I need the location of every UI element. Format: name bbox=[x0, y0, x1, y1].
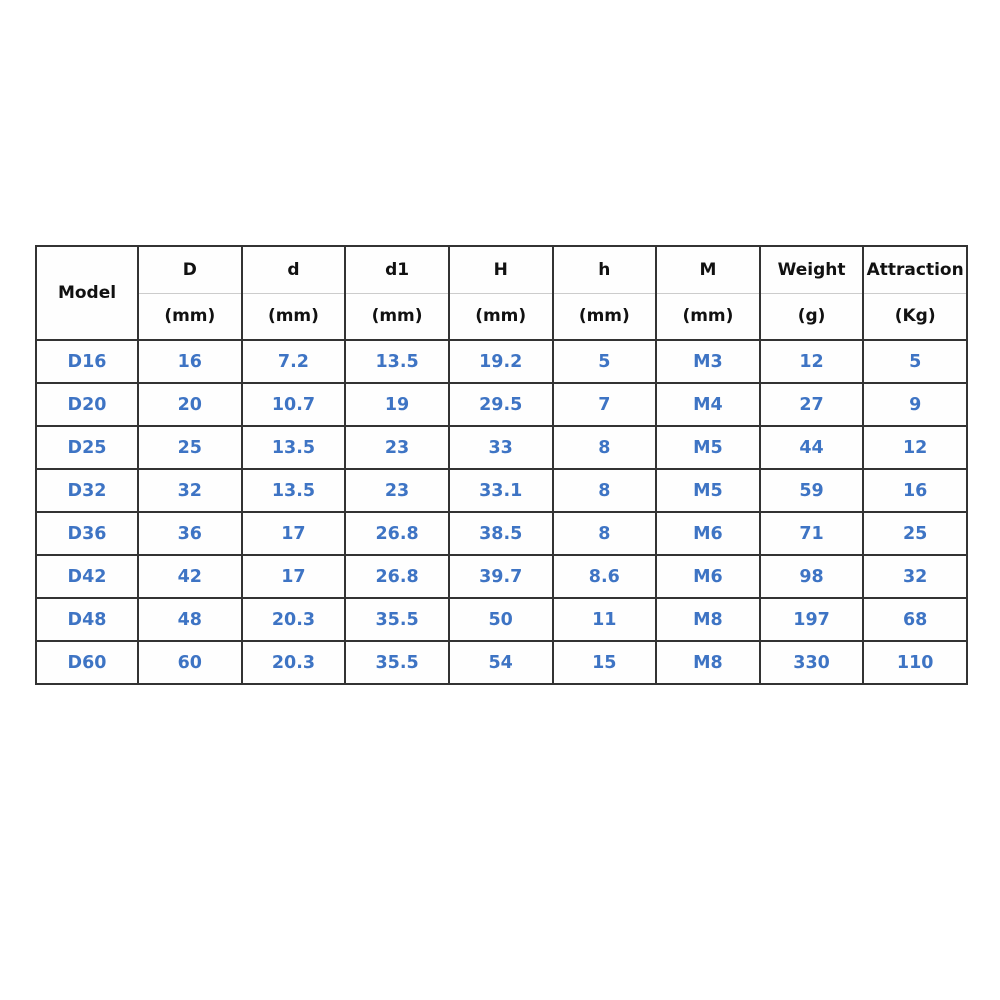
column-label: Attraction bbox=[864, 247, 966, 294]
column-label: D bbox=[139, 247, 241, 294]
table-cell: 36 bbox=[138, 512, 242, 555]
table-cell: 39.7 bbox=[449, 555, 553, 598]
table-cell: 330 bbox=[760, 641, 864, 684]
table-cell: M6 bbox=[656, 555, 760, 598]
table-cell: 13.5 bbox=[242, 426, 346, 469]
table-cell: 8 bbox=[553, 512, 657, 555]
table-cell: 20.3 bbox=[242, 598, 346, 641]
table-cell: D25 bbox=[36, 426, 138, 469]
table-cell: D48 bbox=[36, 598, 138, 641]
table-cell: 12 bbox=[863, 426, 967, 469]
table-cell: 16 bbox=[138, 340, 242, 383]
table-cell: 13.5 bbox=[345, 340, 449, 383]
table-cell: 17 bbox=[242, 512, 346, 555]
table-row bbox=[36, 340, 967, 383]
table-row bbox=[36, 512, 967, 555]
table-cell: 44 bbox=[760, 426, 864, 469]
spec-table-container bbox=[35, 245, 968, 685]
column-label: d1 bbox=[346, 247, 448, 294]
table-row bbox=[36, 383, 967, 426]
table-cell: 60 bbox=[138, 641, 242, 684]
table-cell: 71 bbox=[760, 512, 864, 555]
table-cell: 7.2 bbox=[242, 340, 346, 383]
column-header-h bbox=[553, 246, 657, 340]
table-cell: 50 bbox=[449, 598, 553, 641]
table-row bbox=[36, 426, 967, 469]
table-cell: 29.5 bbox=[449, 383, 553, 426]
table-cell: 98 bbox=[760, 555, 864, 598]
table-cell: 19.2 bbox=[449, 340, 553, 383]
table-cell: 23 bbox=[345, 426, 449, 469]
table-cell: D20 bbox=[36, 383, 138, 426]
column-label: Model bbox=[57, 283, 117, 303]
table-cell: 110 bbox=[863, 641, 967, 684]
column-unit: (mm) bbox=[267, 306, 319, 327]
column-unit: (mm) bbox=[371, 306, 423, 327]
table-cell: 59 bbox=[760, 469, 864, 512]
table-cell: 26.8 bbox=[345, 555, 449, 598]
table-cell: 5 bbox=[553, 340, 657, 383]
table-cell: 9 bbox=[863, 383, 967, 426]
table-cell: 8 bbox=[553, 469, 657, 512]
table-cell: 20.3 bbox=[242, 641, 346, 684]
table-cell: 17 bbox=[242, 555, 346, 598]
table-cell: 8.6 bbox=[553, 555, 657, 598]
table-cell: M3 bbox=[656, 340, 760, 383]
table-row bbox=[36, 555, 967, 598]
column-label: d bbox=[243, 247, 345, 294]
table-row bbox=[36, 598, 967, 641]
table-cell: 33 bbox=[449, 426, 553, 469]
column-label: M bbox=[657, 247, 759, 294]
table-cell: 10.7 bbox=[242, 383, 346, 426]
table-cell: D32 bbox=[36, 469, 138, 512]
column-label: h bbox=[554, 247, 656, 294]
column-header-d1 bbox=[345, 246, 449, 340]
spec-table bbox=[35, 245, 968, 685]
column-header-d bbox=[138, 246, 242, 340]
table-cell: M8 bbox=[656, 598, 760, 641]
table-cell: 7 bbox=[553, 383, 657, 426]
table-cell: 5 bbox=[863, 340, 967, 383]
table-cell: M6 bbox=[656, 512, 760, 555]
column-header-d bbox=[242, 246, 346, 340]
column-label: H bbox=[450, 247, 552, 294]
table-cell: 32 bbox=[138, 469, 242, 512]
table-cell: 26.8 bbox=[345, 512, 449, 555]
table-cell: D60 bbox=[36, 641, 138, 684]
table-cell: 15 bbox=[553, 641, 657, 684]
table-cell: 11 bbox=[553, 598, 657, 641]
table-cell: M5 bbox=[656, 469, 760, 512]
table-cell: 13.5 bbox=[242, 469, 346, 512]
table-cell: 38.5 bbox=[449, 512, 553, 555]
column-label: Weight bbox=[761, 247, 863, 294]
table-cell: 35.5 bbox=[345, 641, 449, 684]
column-unit: (mm) bbox=[475, 306, 527, 327]
column-unit: (g) bbox=[797, 306, 826, 327]
table-cell: M8 bbox=[656, 641, 760, 684]
table-cell: 48 bbox=[138, 598, 242, 641]
table-cell: D36 bbox=[36, 512, 138, 555]
column-header-h bbox=[449, 246, 553, 340]
table-cell: 42 bbox=[138, 555, 242, 598]
column-header-m bbox=[656, 246, 760, 340]
table-row bbox=[36, 641, 967, 684]
table-cell: 25 bbox=[138, 426, 242, 469]
table-cell: 54 bbox=[449, 641, 553, 684]
table-cell: 19 bbox=[345, 383, 449, 426]
table-cell: 33.1 bbox=[449, 469, 553, 512]
table-cell: M4 bbox=[656, 383, 760, 426]
table-cell: 12 bbox=[760, 340, 864, 383]
table-cell: 197 bbox=[760, 598, 864, 641]
table-cell: 20 bbox=[138, 383, 242, 426]
table-cell: 35.5 bbox=[345, 598, 449, 641]
table-cell: D42 bbox=[36, 555, 138, 598]
table-cell: 8 bbox=[553, 426, 657, 469]
column-unit: (mm) bbox=[578, 306, 630, 327]
column-header-attraction bbox=[863, 246, 967, 340]
column-header-model bbox=[36, 246, 138, 340]
table-cell: 68 bbox=[863, 598, 967, 641]
table-header-row bbox=[36, 246, 967, 340]
column-unit: (mm) bbox=[164, 306, 216, 327]
column-header-weight bbox=[760, 246, 864, 340]
table-cell: 32 bbox=[863, 555, 967, 598]
table-cell: 16 bbox=[863, 469, 967, 512]
table-cell: 23 bbox=[345, 469, 449, 512]
table-cell: 27 bbox=[760, 383, 864, 426]
table-cell: D16 bbox=[36, 340, 138, 383]
column-unit: (Kg) bbox=[894, 306, 936, 327]
column-unit: (mm) bbox=[682, 306, 734, 327]
table-cell: M5 bbox=[656, 426, 760, 469]
table-cell: 25 bbox=[863, 512, 967, 555]
table-row bbox=[36, 469, 967, 512]
